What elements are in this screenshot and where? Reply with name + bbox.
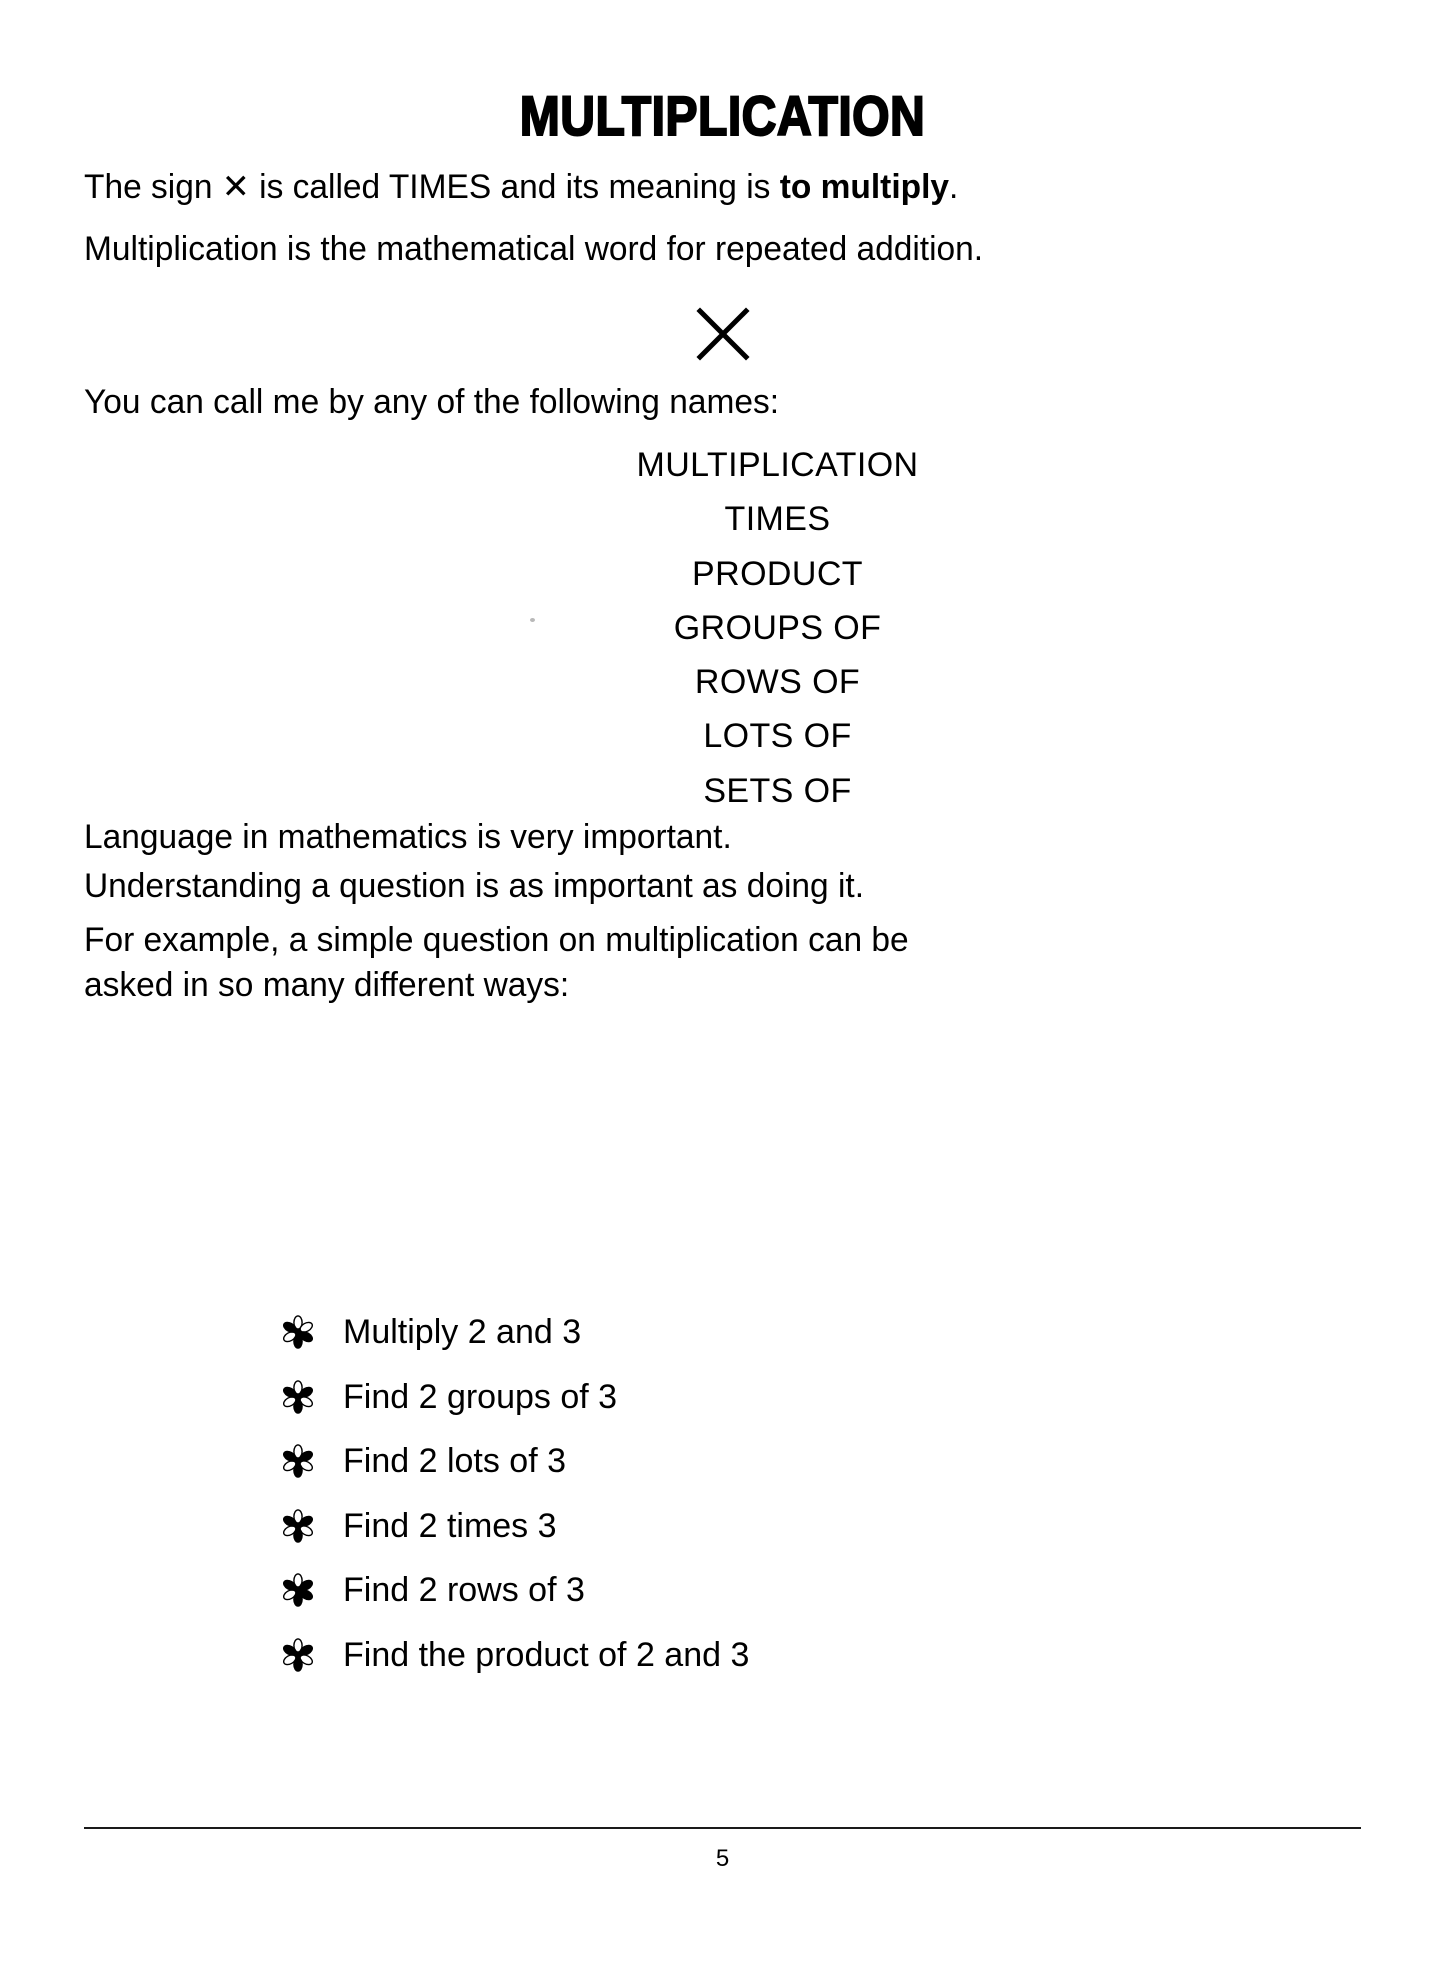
list-item — [283, 1558, 749, 1623]
flower-bullet-icon — [283, 1509, 329, 1543]
intro-line-1-part-1: The sign — [84, 168, 222, 206]
language-note-line-1: Language in mathematics is very important. — [84, 818, 732, 856]
times-symbol-inline: ✕ — [221, 168, 250, 206]
flower-bullet-icon — [283, 1638, 329, 1672]
large-multiplication-sign — [0, 295, 1445, 364]
intro-line-1-bold: to multiply — [779, 168, 950, 206]
intro-line-1-part-3: . — [949, 168, 959, 206]
list-item-label: Find 2 lots of 3 — [343, 1442, 567, 1481]
language-note-line-2: Understanding a question is as important as doing it. — [84, 867, 865, 905]
multiplication-names-list — [0, 438, 1445, 818]
page-title: MULTIPLICATION — [519, 84, 926, 147]
intro-line-1 — [84, 170, 958, 206]
flower-bullet-icon — [283, 1573, 329, 1607]
name-item: LOTS OF — [703, 717, 852, 756]
flower-bullet-icon — [283, 1444, 329, 1478]
name-item: MULTIPLICATION — [636, 446, 919, 484]
list-item-label: Find the product of 2 and 3 — [343, 1635, 750, 1674]
list-item — [283, 1429, 749, 1494]
list-item-label: Find 2 groups of 3 — [343, 1377, 618, 1416]
flower-bullet-icon — [283, 1380, 329, 1414]
list-item-label: Multiply 2 and 3 — [343, 1313, 582, 1352]
list-item-label: Find 2 times 3 — [343, 1506, 557, 1545]
name-item: TIMES — [724, 500, 831, 539]
example-intro-line-2: asked in so many different ways: — [84, 966, 570, 1004]
multiplication-sign-icon — [693, 304, 753, 364]
intro-line-1-part-2: is called TIMES and its meaning is — [249, 168, 780, 206]
name-item: SETS OF — [703, 771, 852, 810]
name-item: ROWS OF — [694, 663, 861, 702]
names-lead-in: You can call me by any of the following names: — [84, 383, 780, 421]
list-item-label: Find 2 rows of 3 — [343, 1571, 585, 1610]
flower-bullet-icon — [283, 1315, 329, 1349]
list-item — [283, 1623, 749, 1688]
list-item — [283, 1300, 749, 1365]
footer-divider — [84, 1827, 1361, 1829]
example-intro-line-1: For example, a simple question on multiplication can be — [84, 921, 909, 959]
page-number: 5 — [715, 1845, 730, 1872]
name-item: PRODUCT — [692, 554, 863, 593]
list-item — [283, 1494, 749, 1559]
example-phrasings-list — [283, 1300, 749, 1687]
name-item: GROUPS OF — [673, 608, 882, 647]
scan-artifact-speck — [530, 618, 535, 622]
intro-line-2: Multiplication is the mathematical word for repeated addition. — [84, 230, 984, 268]
list-item — [283, 1365, 749, 1430]
